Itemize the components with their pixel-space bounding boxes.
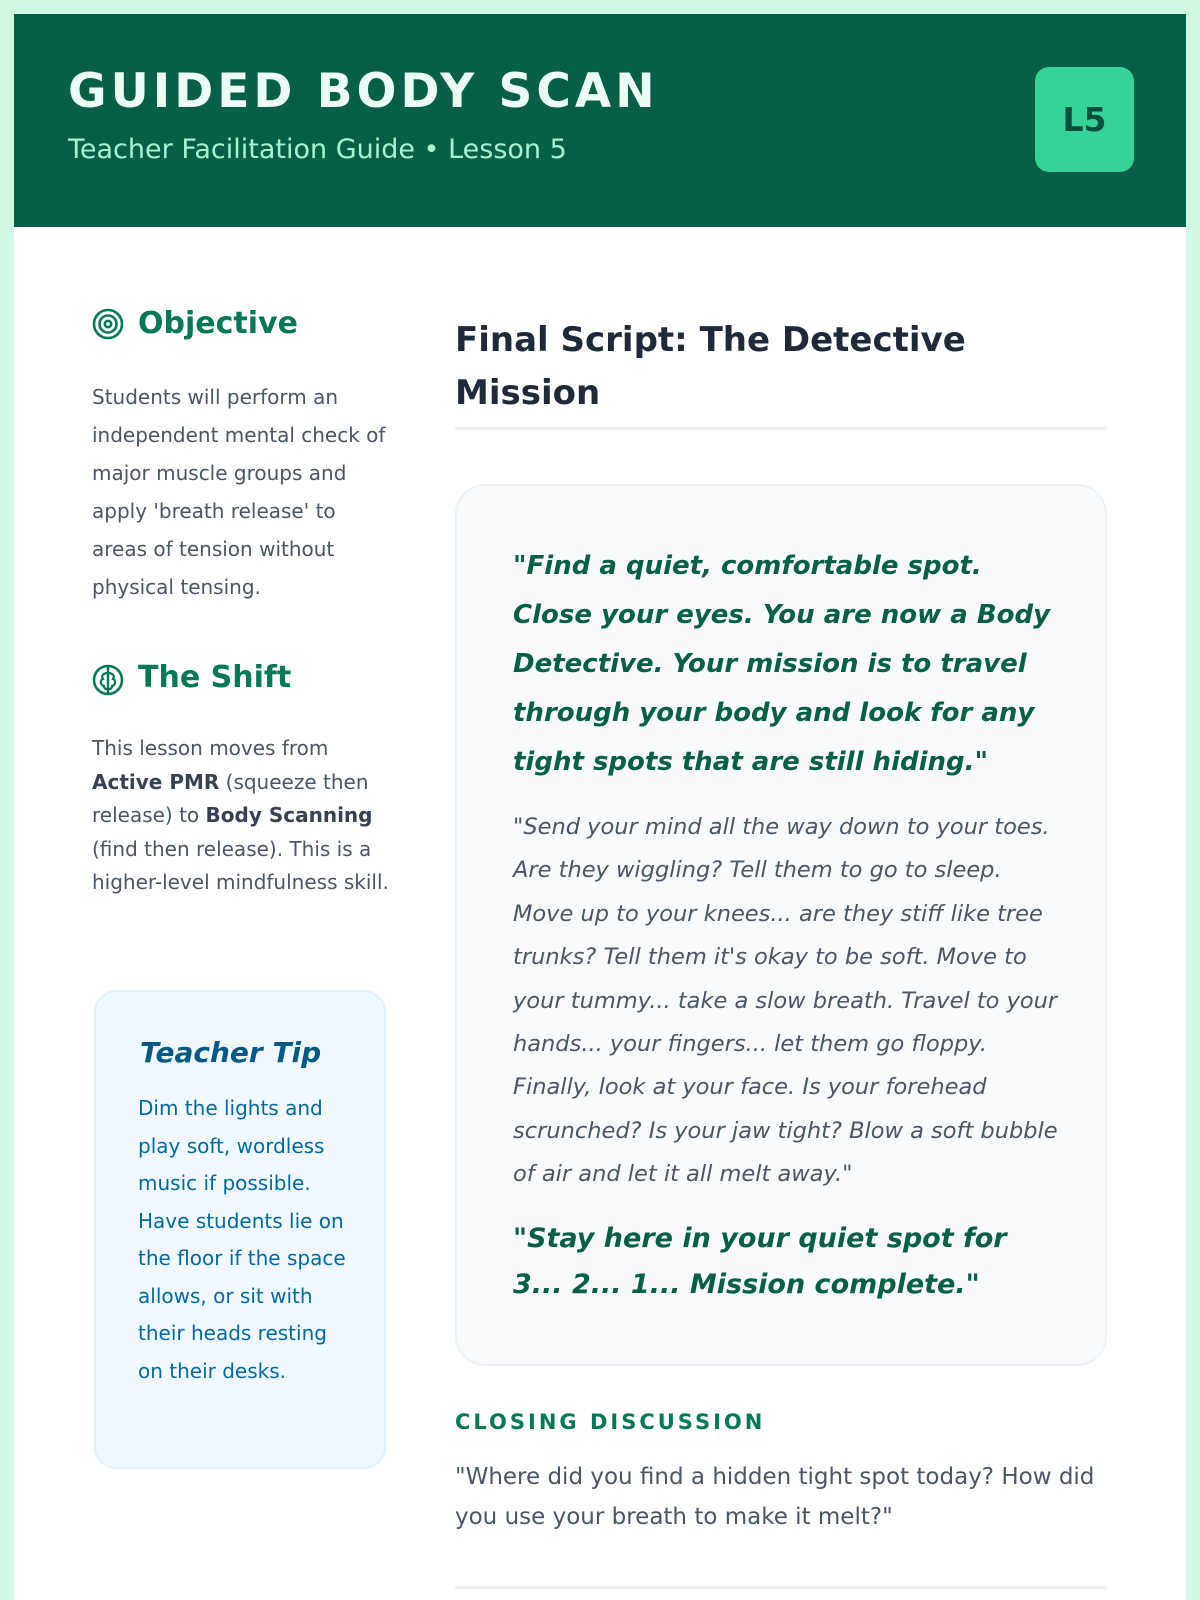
shift-title: The Shift [138, 660, 292, 695]
lesson-page [14, 14, 1186, 1600]
shift-text-part: (squeeze then release) to [92, 769, 369, 827]
script-heading: Final Script: The Detective Mission [455, 320, 966, 413]
shift-bold-body-scanning: Body Scanning [205, 803, 373, 827]
shift-text-part: (find then release). This is a higher-level mindfulness skill. [92, 836, 389, 894]
script-card [455, 484, 1107, 1366]
teacher-tip-text: Dim the lights and play soft, wordless music if possible. Have students lie on the floor if the space allows, or sit with their heads resting on their desks. [138, 1096, 346, 1383]
teacher-tip-card [94, 990, 386, 1469]
page-title: GUIDED BODY SCAN [68, 64, 659, 119]
lesson-badge: L5 [1035, 67, 1134, 172]
target-icon [92, 308, 124, 340]
shift-text-part: This lesson moves from [92, 736, 329, 760]
script-body: "Send your mind all the way down to your toes. Are they wiggling? Tell them to go to sleep. Move up to your knees... are they stiff like tree trunks? Tell them it's okay to be soft. Move to your tummy... take a slow breath. Travel to your hands... your fingers... let them go floppy. Finally, look at your face. Is your forehead scrunched? Is your jaw tight? Blow a soft bubble of air and let it all melt away." [513, 814, 1058, 1188]
teacher-tip-title: Teacher Tip [140, 1036, 322, 1069]
shift-text [92, 732, 392, 900]
page-subtitle: Teacher Facilitation Guide • Lesson 5 [68, 134, 567, 165]
shift-bold-active-pmr: Active PMR [92, 769, 220, 794]
brain-icon [92, 664, 124, 696]
objective-text: Students will perform an independent mental check of major muscle groups and apply 'breath release' to areas of tension without physical tensing. [92, 385, 386, 599]
closing-discussion-text: "Where did you find a hidden tight spot today? How did you use your breath to make it melt?" [455, 1464, 1095, 1530]
bottom-divider [455, 1586, 1107, 1589]
page-header [14, 14, 1186, 227]
script-lead: "Find a quiet, comfortable spot. Close your eyes. You are now a Body Detective. Your mission is to travel through your body and look for any tight spots that are still hiding." [513, 551, 1051, 777]
script-close: "Stay here in your quiet spot for 3... 2... 1... Mission complete." [513, 1223, 1007, 1300]
closing-discussion-label: CLOSING DISCUSSION [455, 1410, 766, 1434]
objective-title: Objective [138, 306, 298, 341]
heading-divider [455, 427, 1107, 430]
